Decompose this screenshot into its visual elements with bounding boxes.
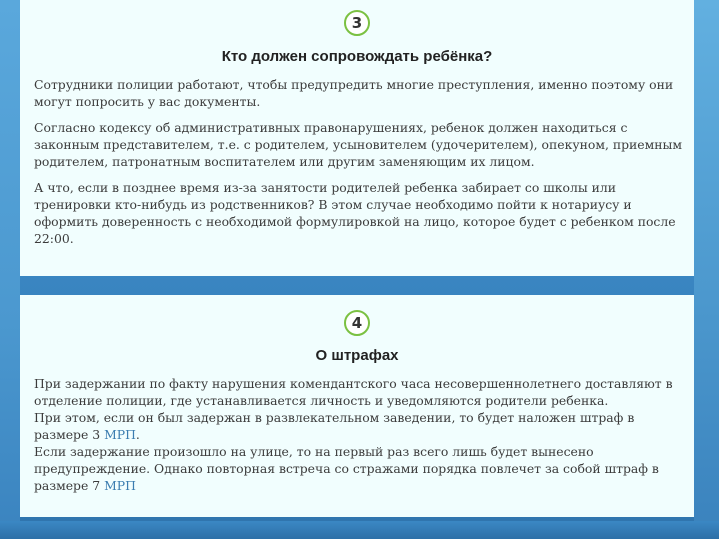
background-right-stripe	[694, 0, 719, 539]
paragraph: А что, если в позднее время из-за занятости родителей ребенка забирает со школы или тренировки кто-нибудь из родственников? В этом случае необходимо пойти к нотариусу и оформить доверенность с необходимой формулировкой на лицо, которое будет с ребенком после 22:00.	[34, 180, 676, 246]
paragraph	[34, 443, 684, 494]
step-number-badge: 4	[344, 310, 370, 336]
paragraph: При задержании по факту нарушения комендантского часа несовершеннолетнего доставляют в отделение полиции, где устанавливается личность и уведомляются родители ребенка.	[34, 376, 673, 408]
paragraph-text: Если задержание произошло на улице, то на первый раз всего лишь будет вынесено предупреждение. Однако повторная встреча со стражами порядка повлечет за собой штраф в размере 7	[34, 444, 659, 493]
paragraph: Сотрудники полиции работают, чтобы предупредить многие преступления, именно поэтому они могут попросить у вас документы.	[34, 77, 674, 109]
paragraph: Согласно кодексу об административных правонарушениях, ребенок должен находиться с законным представителем, т.е. с родителем, усыновителем (удочерителем), опекуном, приемным родителем, патронатным воспитателем или другим заменяющим их лицом.	[34, 120, 683, 169]
step-number-badge: 3	[344, 10, 370, 36]
mrp-link[interactable]: МРП	[104, 427, 136, 442]
section-body	[34, 76, 684, 256]
paragraph-text: .	[135, 427, 140, 442]
section-card-3	[20, 0, 694, 276]
mrp-link[interactable]: МРП	[104, 478, 136, 493]
section-card-4	[20, 295, 694, 517]
paragraph	[34, 409, 684, 443]
section-title: О штрафах	[315, 347, 399, 364]
section-title: Кто должен сопровождать ребёнка?	[221, 48, 493, 65]
background-bottom-strip	[0, 521, 719, 539]
paragraph-text: При этом, если он был задержан в развлекательном заведении, то будет наложен штраф в размере 3	[34, 410, 635, 442]
section-body	[34, 375, 684, 494]
background-left-stripe	[0, 0, 20, 539]
